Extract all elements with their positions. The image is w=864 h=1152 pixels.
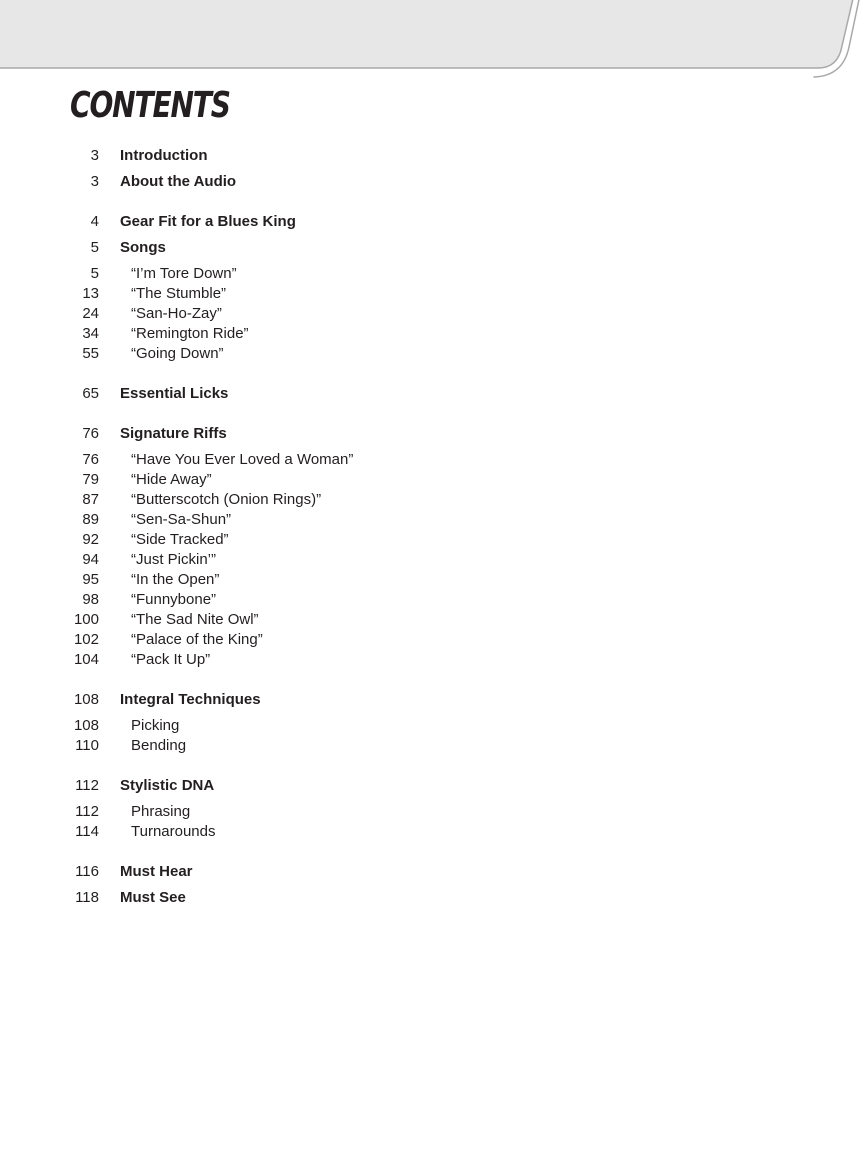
- toc-entry-title: Gear Fit for a Blues King: [120, 213, 296, 230]
- toc-row: [0, 550, 560, 570]
- toc-page-number: 87: [82, 491, 99, 508]
- toc-group: [0, 862, 560, 908]
- toc-entry-title: “The Sad Nite Owl”: [131, 611, 259, 628]
- toc-group: [0, 424, 560, 670]
- toc-entry-title: Integral Techniques: [120, 691, 261, 708]
- toc-row: [0, 690, 560, 710]
- toc-row: [0, 424, 560, 444]
- toc-page-number: 79: [82, 471, 99, 488]
- toc-group: [0, 690, 560, 756]
- toc-page-number: 112: [75, 803, 99, 820]
- toc-row: [0, 716, 560, 736]
- toc-row: [0, 172, 560, 192]
- toc-entry-title: “Pack It Up”: [131, 651, 211, 668]
- toc-page-number: 98: [82, 591, 99, 608]
- toc-row: [0, 146, 560, 166]
- toc-page-number: 100: [73, 611, 99, 628]
- toc-entry-title: Must Hear: [120, 863, 193, 880]
- toc-page-number: 118: [75, 889, 99, 906]
- toc-entry-title: Bending: [131, 737, 187, 754]
- toc-row: [0, 510, 560, 530]
- toc-page-number: 76: [82, 425, 99, 442]
- toc-page-number: 5: [90, 265, 99, 282]
- toc-page-number: 24: [82, 305, 99, 322]
- toc-page-number: 110: [75, 737, 99, 754]
- toc-entry-title: “Butterscotch (Onion Rings)”: [131, 491, 322, 508]
- toc-entry-title: Songs: [120, 239, 166, 256]
- toc-page-number: 92: [82, 531, 99, 548]
- toc-row: [0, 490, 560, 510]
- toc-page-number: 95: [82, 571, 99, 588]
- toc-entry-title: “In the Open”: [131, 571, 220, 588]
- banner-shape: [0, 0, 855, 68]
- toc-row: [0, 264, 560, 284]
- toc-row: [0, 610, 560, 630]
- toc-entry-title: “Side Tracked”: [131, 531, 229, 548]
- toc-row: [0, 324, 560, 344]
- toc-page-number: 5: [90, 239, 99, 256]
- toc-page-number: 3: [90, 147, 99, 164]
- toc-entry-title: “Remington Ride”: [131, 325, 249, 342]
- toc-row: [0, 650, 560, 670]
- toc-page-number: 55: [82, 345, 99, 362]
- toc-entry-title: About the Audio: [120, 173, 237, 190]
- toc-entry-title: Signature Riffs: [120, 425, 227, 442]
- toc-entry-title: “Funnybone”: [131, 591, 217, 608]
- toc-row: [0, 590, 560, 610]
- toc-page-number: 4: [90, 213, 99, 230]
- toc-page-number: 65: [82, 385, 99, 402]
- toc-row: [0, 384, 560, 404]
- toc-row: [0, 238, 560, 258]
- toc-row: [0, 822, 560, 842]
- toc-page-number: 108: [73, 717, 99, 734]
- toc-row: [0, 450, 560, 470]
- toc-group: [0, 146, 560, 192]
- toc-row: [0, 530, 560, 550]
- toc-entry-title: Phrasing: [131, 803, 191, 820]
- toc-page-number: 89: [82, 511, 99, 528]
- toc-page-number: 3: [90, 173, 99, 190]
- toc-group: [0, 384, 560, 404]
- toc-entry-title: “Have You Ever Loved a Woman”: [131, 451, 354, 468]
- toc-row: [0, 344, 560, 364]
- toc-group: [0, 776, 560, 842]
- toc-page-number: 102: [73, 631, 99, 648]
- toc-row: [0, 570, 560, 590]
- toc-row: [0, 284, 560, 304]
- toc-page-number: 34: [82, 325, 99, 342]
- toc-row: [0, 212, 560, 232]
- toc-entry-title: “Hide Away”: [131, 471, 212, 488]
- toc-entry-title: Turnarounds: [131, 823, 216, 840]
- toc-page-number: 104: [73, 651, 99, 668]
- toc-row: [0, 888, 560, 908]
- toc-row: [0, 630, 560, 650]
- toc-entry-title: “San-Ho-Zay”: [131, 305, 222, 322]
- toc-entry-title: “Going Down”: [131, 345, 224, 362]
- toc-entry-title: Introduction: [120, 147, 208, 164]
- toc-entry-title: “I’m Tore Down”: [131, 265, 237, 282]
- toc-page-number: 114: [75, 823, 99, 840]
- toc-row: [0, 470, 560, 490]
- toc-page-number: 13: [82, 285, 99, 302]
- toc-entry-title: Must See: [120, 889, 186, 906]
- table-of-contents: [0, 146, 560, 914]
- toc-row: [0, 802, 560, 822]
- toc-entry-title: Picking: [131, 717, 180, 734]
- toc-entry-title: “The Stumble”: [131, 285, 227, 302]
- toc-page-number: 108: [73, 691, 99, 708]
- toc-entry-title: “Just Pickin’”: [131, 551, 217, 568]
- toc-entry-title: Essential Licks: [120, 385, 229, 402]
- page-corner-banner: [0, 0, 864, 90]
- toc-entry-title: “Palace of the King”: [131, 631, 263, 648]
- toc-page-number: 116: [75, 863, 99, 880]
- page-title: CONTENTS: [70, 85, 230, 126]
- toc-row: [0, 304, 560, 324]
- toc-row: [0, 776, 560, 796]
- toc-row: [0, 862, 560, 882]
- toc-row: [0, 736, 560, 756]
- toc-group: [0, 212, 560, 364]
- toc-page-number: 112: [75, 777, 99, 794]
- toc-page-number: 76: [82, 451, 99, 468]
- toc-entry-title: “Sen-Sa-Shun”: [131, 511, 232, 528]
- toc-entry-title: Stylistic DNA: [120, 777, 215, 794]
- toc-page-number: 94: [82, 551, 99, 568]
